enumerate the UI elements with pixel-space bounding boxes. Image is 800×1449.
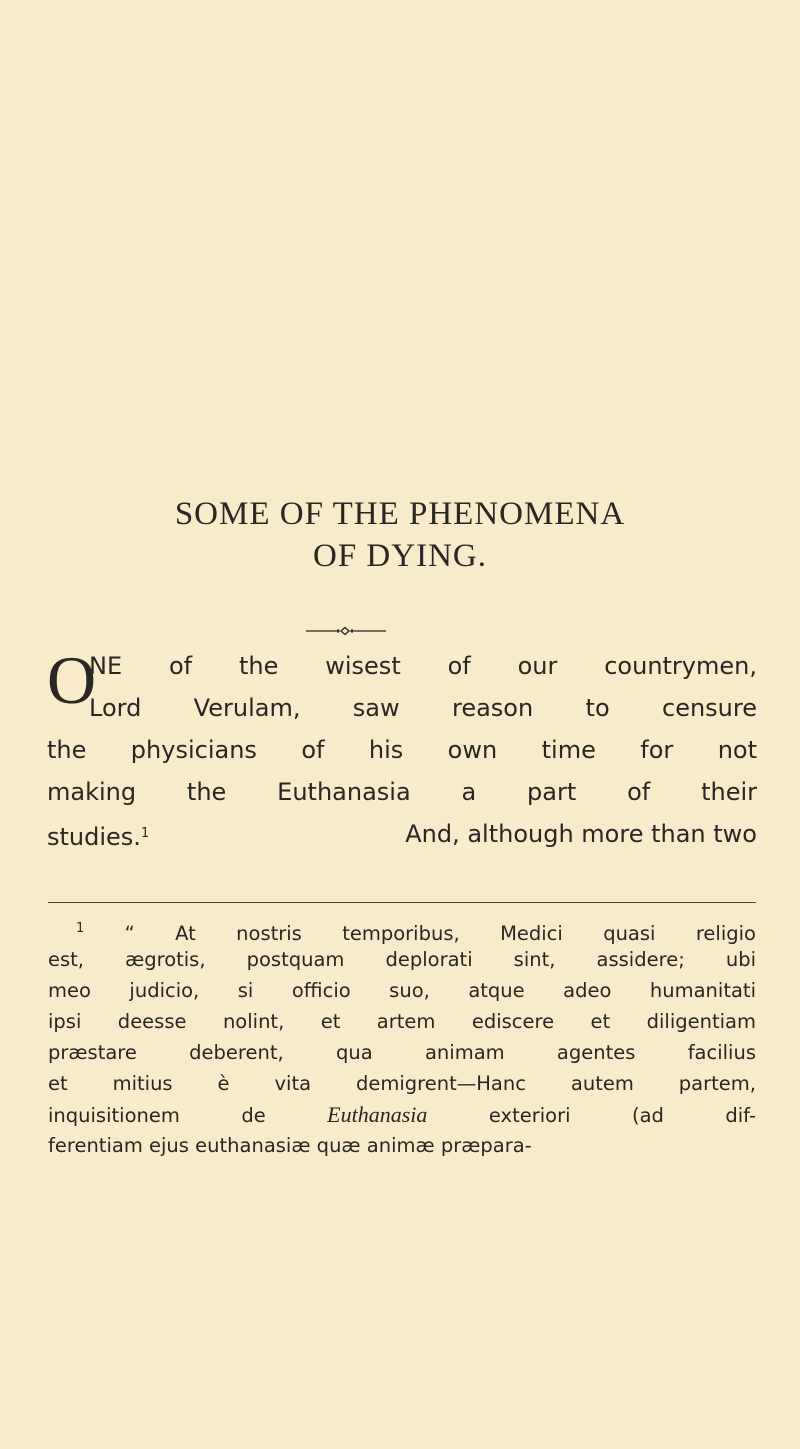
body-line-5-start: studies. xyxy=(47,823,141,851)
drop-cap: O xyxy=(47,642,97,718)
footnote-line-6: et mitius è vita demigrent—Hanc autem partem, xyxy=(48,1072,756,1095)
body-line-5 xyxy=(47,819,757,852)
body-line-2: Lord Verulam, saw reason to censure xyxy=(89,694,757,722)
footnote-line-7-end: exteriori (ad dif- xyxy=(488,1104,756,1127)
body-line-5-end: And, although more than two xyxy=(405,820,757,848)
footnote-line-5: præstare deberent, qua animam agentes facilius xyxy=(48,1041,756,1064)
footnote-line-8: ferentiam ejus euthanasiæ quæ animæ præpara- xyxy=(48,1134,532,1157)
footnote-line-7-start: inquisitionem de xyxy=(48,1104,266,1127)
ornament-divider-icon xyxy=(306,625,386,637)
chapter-title-line-2: OF DYING. xyxy=(313,538,487,574)
body-line-4: making the Euthanasia a part of their xyxy=(47,778,757,806)
footnote-line-2: est, ægrotis, postquam deplorati sint, assidere; ubi xyxy=(48,948,756,971)
footnote-rule xyxy=(48,902,756,903)
footnote-marker: 1 xyxy=(76,921,85,936)
footnote-italic-term: Euthanasia xyxy=(327,1102,428,1127)
footnote-reference: 1 xyxy=(140,826,150,841)
chapter-title-line-1: SOME OF THE PHENOMENA xyxy=(174,496,626,532)
body-line-3: the physicians of his own time for not xyxy=(47,736,757,764)
footnote-line-1 xyxy=(76,916,756,947)
body-line-1: NE of the wisest of our countrymen, xyxy=(89,652,757,680)
footnote-line-4: ipsi deesse nolint, et artem ediscere et diligentiam xyxy=(48,1010,756,1033)
footnote-line-1-text: “ At nostris temporibus, Medici quasi religio xyxy=(124,922,756,945)
footnote-line-7 xyxy=(48,1102,756,1129)
footnote-line-3: meo judicio, si officio suo, atque adeo humanitati xyxy=(48,979,756,1002)
